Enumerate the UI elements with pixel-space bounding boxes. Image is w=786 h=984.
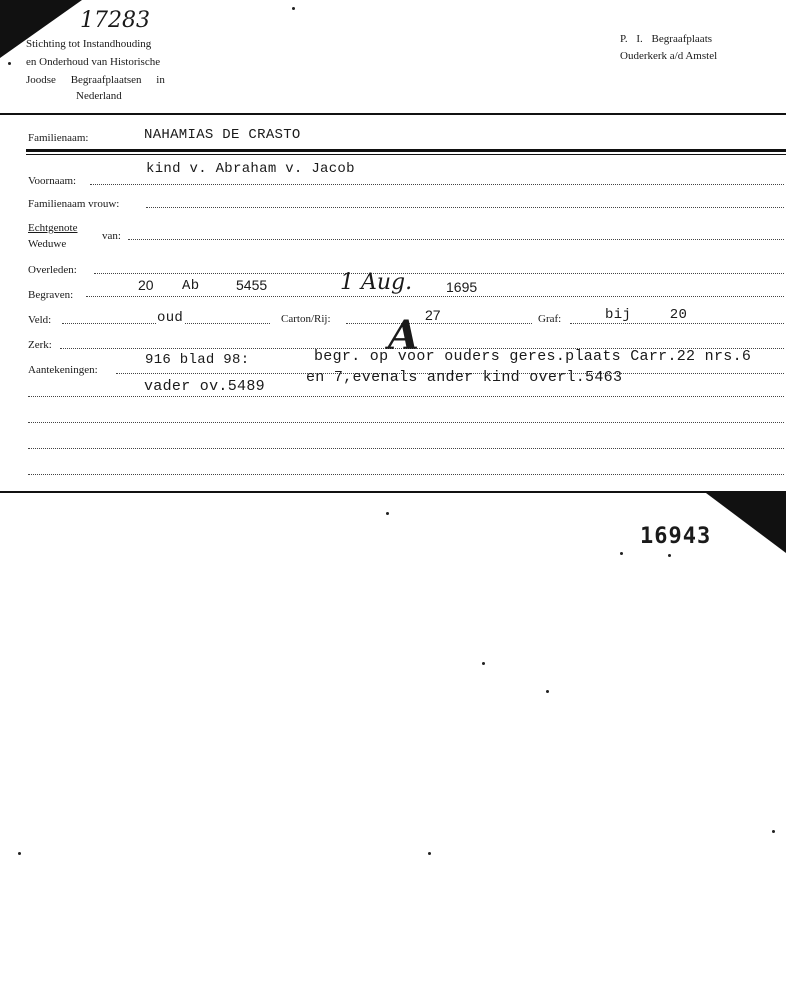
begraven-label: Begraven: [28, 289, 74, 301]
voornaam-label: Voornaam: [28, 175, 77, 187]
echtgenote-label: Echtgenote [28, 222, 78, 234]
familienaam-rule-thick [26, 149, 786, 152]
aantekeningen-dotted-line-2 [28, 396, 784, 397]
aantekeningen-dotted-line-3 [28, 422, 784, 423]
scan-speck [386, 512, 389, 515]
begraven-dotted-line [86, 296, 784, 297]
van-dotted-line [128, 239, 784, 240]
aantekeningen-label: Aantekeningen: [28, 364, 98, 376]
stamp-number: 16943 [640, 524, 712, 549]
organization-line-3: Joodse Begraafplaatsen in [26, 74, 165, 86]
carton-rij-dotted-line [346, 323, 532, 324]
carton-rij-value: 27 [425, 307, 441, 323]
card-bottom-edge [0, 491, 786, 493]
begraven-day: 20 [138, 277, 154, 293]
familienaam-value: NAHAMIAS DE CRASTO [144, 127, 301, 143]
voornaam-dotted-line [90, 184, 784, 185]
handwritten-letter-a: A [388, 312, 420, 359]
scan-speck [668, 554, 671, 557]
overleden-dotted-line [94, 273, 784, 274]
van-label: van: [102, 230, 121, 242]
scan-speck [620, 552, 623, 555]
header-rule [0, 113, 786, 115]
scan-speck [292, 7, 295, 10]
corner-mark-bottom-right [706, 493, 786, 553]
begraven-year-hebrew: 5455 [236, 277, 268, 293]
cemetery-line-1: P. I. Begraafplaats [620, 33, 713, 45]
cemetery-line-2: Ouderkerk a/d Amstel [620, 50, 718, 62]
aantekening-line-2: en 7,evenals ander kind overl.5463 [306, 369, 623, 386]
graf-label: Graf: [538, 313, 562, 325]
aantekening-reference: 916 blad 98: [145, 352, 250, 368]
aantekeningen-dotted-line-4 [28, 448, 784, 449]
familienaam-vrouw-label: Familienaam vrouw: [28, 198, 120, 210]
begraven-year: 1695 [446, 279, 478, 295]
zerk-label: Zerk: [28, 339, 52, 351]
graf-value: bij 20 [605, 307, 688, 323]
organization-line-1: Stichting tot Instandhouding [26, 38, 152, 50]
handwritten-card-number: 17283 [80, 8, 150, 33]
organization-line-2: en Onderhoud van Historische [26, 56, 161, 68]
begraven-month: Ab [182, 278, 200, 294]
carton-rij-label: Carton/Rij: [281, 313, 331, 325]
veld-value: oud [157, 310, 184, 326]
aantekeningen-dotted-line-5 [28, 474, 784, 475]
begraven-handwritten-date: 1 Aug. [340, 270, 413, 295]
familienaam-rule-thin [26, 154, 786, 155]
aantekening-line-3: vader ov.5489 [144, 378, 265, 395]
graf-dotted-line [570, 323, 784, 324]
scan-speck [546, 690, 549, 693]
scan-speck [482, 662, 485, 665]
familienaam-label: Familienaam: [28, 132, 89, 144]
scan-speck [18, 852, 21, 855]
familienaam-vrouw-dotted-line [146, 207, 784, 208]
veld-label: Veld: [28, 314, 52, 326]
scan-speck [8, 62, 11, 65]
organization-line-4: Nederland [76, 90, 122, 102]
scan-speck [428, 852, 431, 855]
scan-speck [772, 830, 775, 833]
aantekening-line-1: begr. op voor ouders geres.plaats Carr.22 nrs.6 [314, 348, 752, 365]
voornaam-value: kind v. Abraham v. Jacob [146, 161, 355, 177]
weduwe-label: Weduwe [28, 238, 67, 250]
overleden-label: Overleden: [28, 264, 77, 276]
